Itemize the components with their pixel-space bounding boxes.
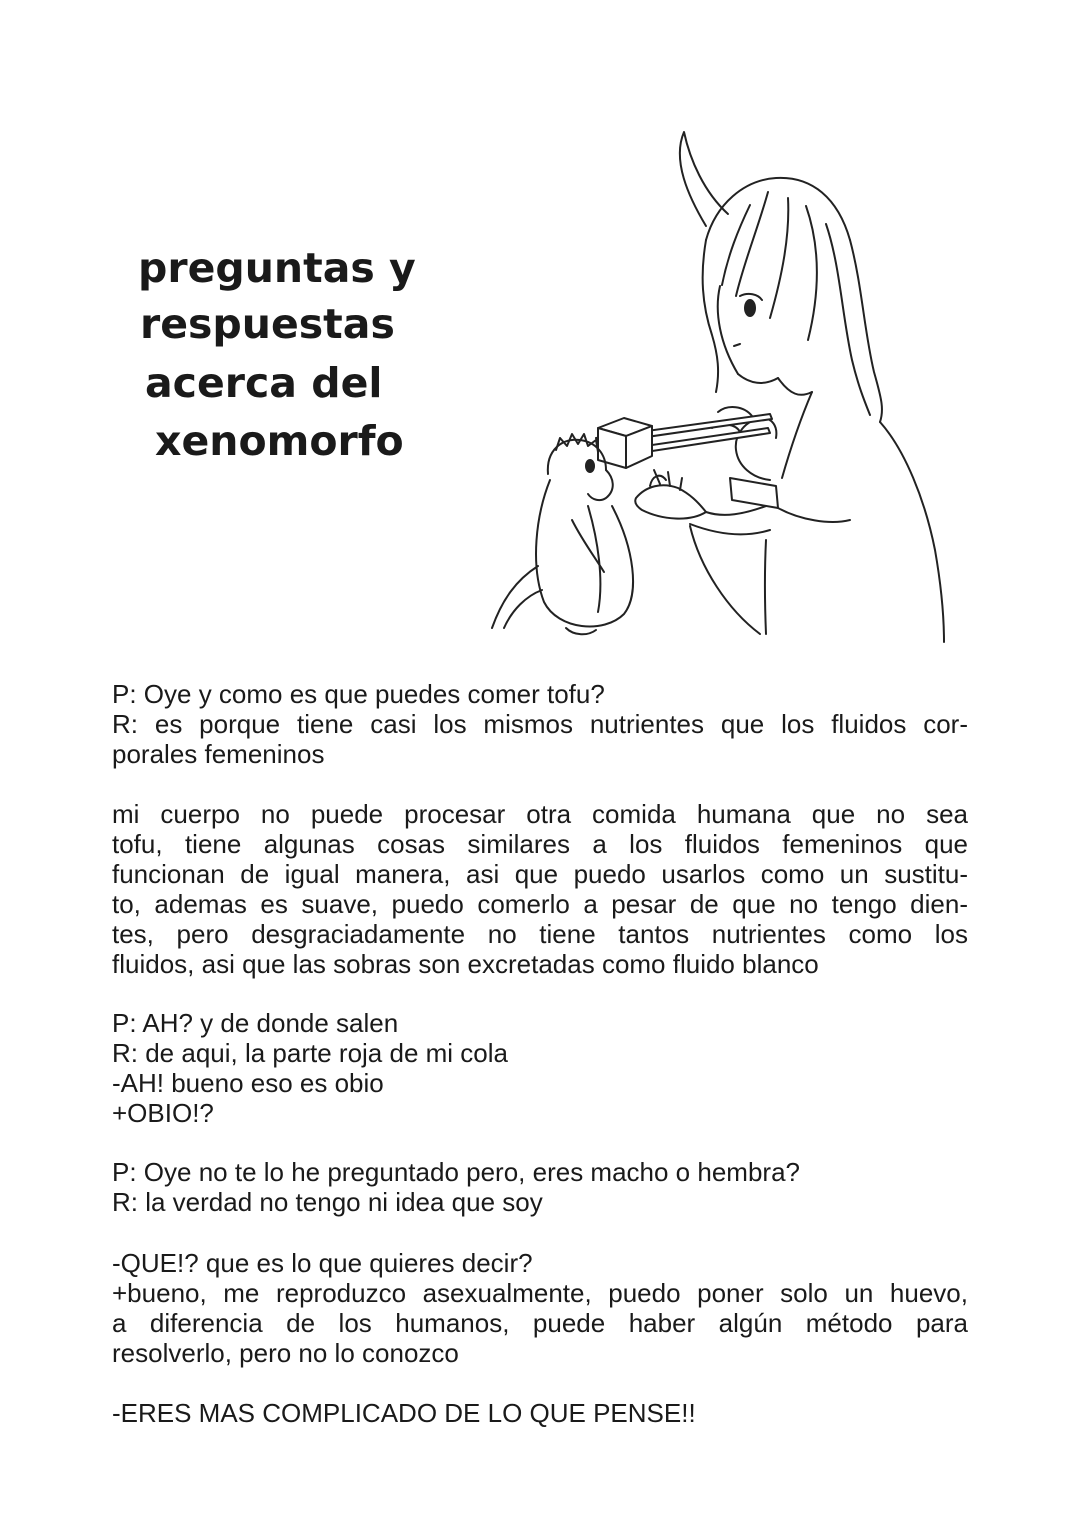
creature-tail xyxy=(492,566,538,628)
girl-left-forearm-lower xyxy=(690,524,770,534)
qa-block xyxy=(112,679,968,769)
girl-left-finger xyxy=(668,472,670,486)
text-line: R: la verdad no tengo ni idea que soy xyxy=(112,1187,543,1217)
text-line: mi cuerpo no puede procesar otra comida humana que no sea xyxy=(112,799,968,829)
title-line: respuestas xyxy=(140,300,395,348)
text-line: to, ademas es suave, puedo comerlo a pesar de que no tengo dien- xyxy=(112,889,968,919)
tofu-block xyxy=(598,418,652,468)
girl-left-hand xyxy=(635,485,706,518)
text-line: a diferencia de los humanos, puede haber algún método para xyxy=(112,1308,968,1338)
girl-ahoge-strand xyxy=(680,132,728,226)
tofu-front-face xyxy=(598,428,626,468)
girl-face-outline xyxy=(718,286,738,374)
creature-eye xyxy=(585,459,595,473)
text-line: -AH! bueno eso es obio xyxy=(112,1068,384,1098)
text-line: -ERES MAS COMPLICADO DE LO QUE PENSE!! xyxy=(112,1398,696,1428)
girl-body-inner xyxy=(765,540,766,634)
girl-sleeve-cuff xyxy=(730,478,778,508)
girl-mouth xyxy=(734,344,740,346)
girl-hair-right-inner xyxy=(826,224,870,415)
qa-block xyxy=(112,799,968,979)
girl-left-forearm xyxy=(706,506,766,515)
text-line: tofu, tiene algunas cosas similares a los fluidos femeninos que xyxy=(112,829,968,859)
creature-mouth xyxy=(588,470,613,500)
text-line: R: es porque tiene casi los mismos nutrientes que los fluidos cor- xyxy=(112,709,968,739)
girl-right-hand xyxy=(736,418,777,480)
text-line: funcionan de igual manera, asi que puedo usarlos como un sustitu- xyxy=(112,859,968,889)
qa-block xyxy=(112,1157,968,1217)
girl-hair-right-outer xyxy=(850,240,882,422)
girl-eye-lash xyxy=(740,294,762,300)
girl-feeding-creature-illustration xyxy=(480,120,960,650)
girl-bangs-strand xyxy=(806,206,817,340)
text-line: -QUE!? que es lo que quieres decir? xyxy=(112,1248,533,1278)
girl-jaw xyxy=(738,374,778,383)
girl-bangs-strand xyxy=(722,205,750,285)
text-line: resolverlo, pero no lo conozco xyxy=(112,1338,459,1368)
text-line: porales femeninos xyxy=(112,739,325,769)
text-line: P: Oye y como es que puedes comer tofu? xyxy=(112,679,605,709)
title-line: xenomorfo xyxy=(155,417,404,465)
text-line: tes, pero desgraciadamente no tiene tantos nutrientes como los xyxy=(112,919,968,949)
creature-body xyxy=(536,480,633,627)
qa-block xyxy=(112,1248,968,1368)
girl-figure xyxy=(596,132,944,642)
qa-block xyxy=(112,1008,968,1128)
girl-bangs-strand xyxy=(736,192,768,296)
title-line: acerca del xyxy=(145,359,383,407)
creature-tail-inner xyxy=(504,590,542,628)
girl-hair-left xyxy=(703,240,718,392)
girl-forearm xyxy=(778,508,850,522)
girl-upper-arm xyxy=(782,392,812,478)
text-line: R: de aqui, la parte roja de mi cola xyxy=(112,1038,508,1068)
girl-eye xyxy=(744,299,756,317)
text-line: +bueno, me reproduzco asexualmente, puedo poner solo un huevo, xyxy=(112,1278,968,1308)
girl-sleeve-left xyxy=(690,526,760,634)
creature-belly-line xyxy=(588,506,600,612)
title-line: preguntas y xyxy=(138,244,416,292)
girl-finger xyxy=(718,407,752,416)
girl-body-right xyxy=(880,422,944,642)
qa-block xyxy=(112,1398,968,1428)
text-line: P: AH? y de donde salen xyxy=(112,1008,399,1038)
creature-feet xyxy=(566,628,596,634)
text-line: fluidos, asi que las sobras son excretadas como fluido blanco xyxy=(112,949,819,979)
text-line: P: Oye no te lo he preguntado pero, eres macho o hembra? xyxy=(112,1157,800,1187)
girl-collar xyxy=(778,378,812,395)
text-line: +OBIO!? xyxy=(112,1098,214,1128)
girl-bangs-strand xyxy=(770,198,788,318)
girl-left-finger xyxy=(680,478,682,490)
